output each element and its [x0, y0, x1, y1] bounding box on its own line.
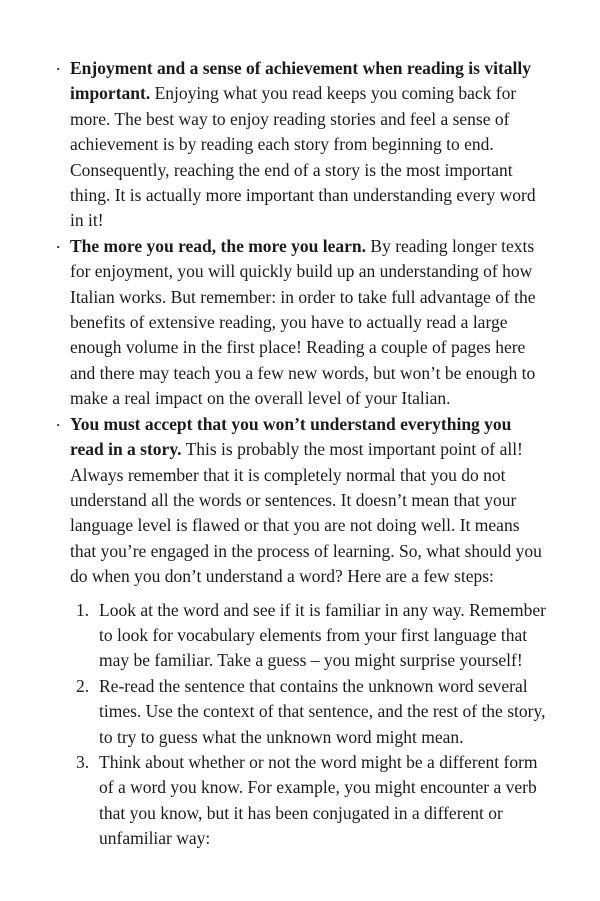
step-item-3 [76, 750, 546, 852]
step-text: Think about whether or not the word might be a different form of a word you know. For example, you might encounter a verb that you know, but it has been conjugated in a different or unfamiliar way: [99, 751, 538, 849]
step-item-1 [76, 598, 546, 674]
bullet-dot-icon: · [56, 416, 61, 432]
bullet-item-enjoyment [56, 56, 546, 234]
step-number: 3. [76, 751, 90, 772]
step-item-2 [76, 674, 546, 750]
unknown-word-steps-list [56, 598, 546, 852]
bullet-item-accept-not-understanding [56, 412, 546, 590]
step-number: 1. [76, 599, 90, 620]
bullet-lead-text: Enjoyment and a sense of achievement when reading is vitally important. [70, 58, 531, 104]
step-text: Look at the word and see if it is familiar in any way. Remember to look for vocabulary elements from your first language that may be familiar. Take a guess – you might surprise yourself! [99, 599, 546, 671]
bullet-dot-icon: · [56, 61, 61, 76]
reading-tips-bullet-list [56, 56, 546, 590]
bullet-lead-text: You must accept that you won’t understand everything you read in a story. [70, 413, 512, 460]
step-text: Re-read the sentence that contains the unknown word several times. Use the context of that sentence, and the rest of the story, to try to guess what the unknown word might mean. [99, 675, 546, 747]
step-number: 2. [76, 675, 90, 696]
bullet-dot-icon: · [56, 238, 61, 254]
bullet-body-text: By reading longer texts for enjoyment, you will quickly build up an understanding of how Italian works. But remember: in order to take full advantage of the benefits of extensive reading, you have to actually read a large enough volume in the first place! Reading a couple of pages here and there may teach you a few new words, but won’t be enough to make a real impact on the overall level of your Italian. [70, 235, 536, 409]
bullet-lead-text: The more you read, the more you learn. [70, 235, 367, 256]
bullet-body-text: Enjoying what you read keeps you coming back for more. The best way to enjoy reading stories and feel a sense of achievement is by reading each story from beginning to end. Consequently, reaching the end of a story is the most important thing. It is actually more important than understanding every word in it! [70, 83, 536, 231]
bullet-item-more-you-read [56, 234, 546, 412]
bullet-body-text: This is probably the most important point of all! Always remember that it is completely normal that you do not understand all the words or sentences. It doesn’t mean that your language level is flawed or that you are not doing well. It means that you’re engaged in the process of learning. So, what should you do when you don’t understand a word? Here are a few steps: [70, 439, 542, 587]
